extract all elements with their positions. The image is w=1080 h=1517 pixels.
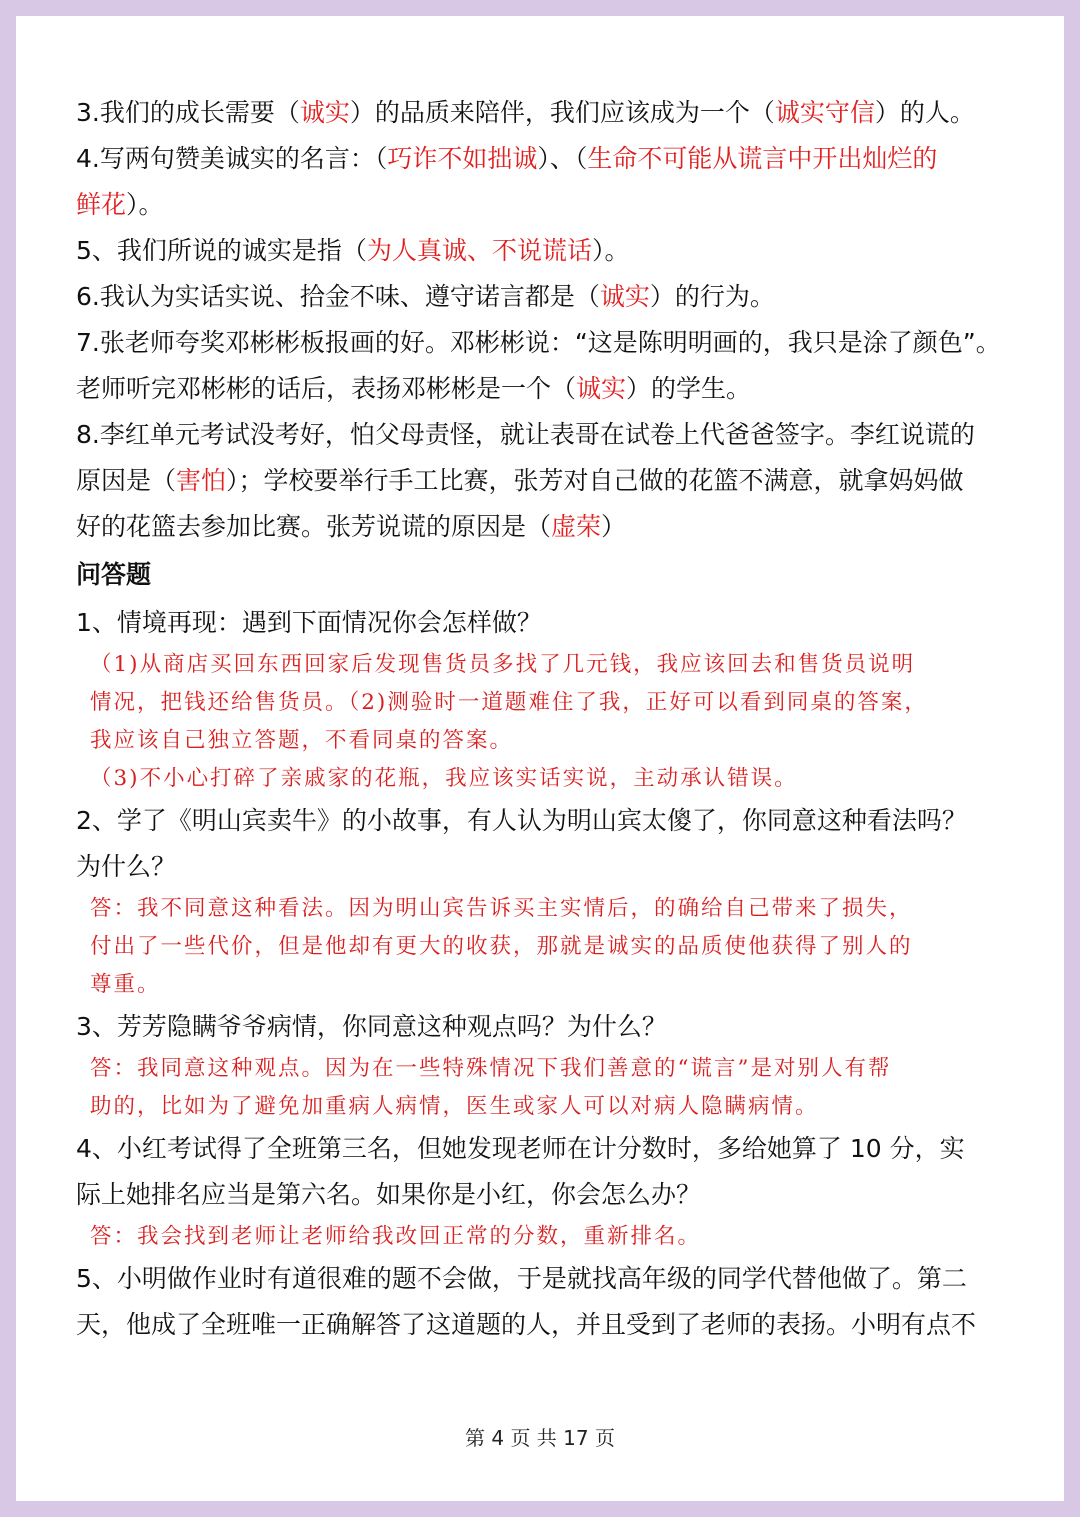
question-3: 3、芳芳隐瞒爷爷病情，你同意这种观点吗？为什么？ — [76, 1012, 667, 1041]
answer-3: 答：我同意这种观点。因为在一些特殊情况下我们善意的“谎言”是对别人有帮 助的，比如为了避免加重病人病情，医生或家人可以对病人隐瞒病情。 — [90, 1056, 892, 1119]
answer-2: 答：我不同意这种看法。因为明山宾告诉买主实情后，的确给自己带来了损失， 付出了一些代价，但是他却有更大的收获，那就是诚实的品质使他获得了别人的 尊重。 — [90, 896, 913, 997]
answer-4: 答：我会找到老师让老师给我改回正常的分数，重新排名。 — [90, 1224, 702, 1249]
question-5: 5、小明做作业时有道很难的题不会做，于是就找高年级的同学代替他做了。第二 天，他成了全班唯一正确解答了这道题的人，并且受到了老师的表扬。小明有点不 — [76, 1264, 977, 1339]
question-4: 4、小红考试得了全班第三名，但她发现老师在计分数时，多给她算了 10 分，实 际上她排名应当是第六名。如果你是小红，你会怎么办？ — [76, 1134, 965, 1209]
answer-1: （1)从商店买回东西回家后发现售货员多找了几元钱，我应该回去和售货员说明 情况，把钱还给售货员。（2)测验时一道题难住了我，正好可以看到同桌的答案， 我应该自己独立答题，不看同桌的答案。 （3)不小心打碎了亲戚家的花瓶，我应该实话实说，主动承认错误。 — [90, 652, 928, 791]
item-5: 5、我们所说的诚实是指（为人真诚、不说谎话）。 — [76, 236, 630, 265]
item-8: 8.李红单元考试没考好，怕父母责怪，就让表哥在试卷上代爸爸签字。李红说谎的 原因是（害怕）；学校要举行手工比赛，张芳对自己做的花篮不满意，就拿妈妈做 好的花篮去参加比赛。张芳说谎的原因是（虚荣） — [76, 420, 975, 541]
document-page — [16, 16, 1064, 1501]
page-content — [76, 90, 1026, 1348]
item-7: 7.张老师夸奖邓彬彬板报画的好。邓彬彬说：“这是陈明明画的，我只是涂了颜色”。 老师听完邓彬彬的话后，表扬邓彬彬是一个（诚实）的学生。 — [76, 328, 1001, 403]
item-6: 6.我认为实话实说、拾金不味、遵守诺言都是（诚实）的行为。 — [76, 282, 775, 311]
question-2: 2、学了《明山宾卖牛》的小故事，有人认为明山宾太傻了，你同意这种看法吗？ 为什么？ — [76, 806, 967, 881]
item-4: 4.写两句赞美诚实的名言：（巧诈不如拙诚）、（生命不可能从谎言中开出灿烂的 鲜花）。 — [76, 144, 938, 219]
section-title: 问答题 — [76, 560, 152, 589]
item-3: 3.我们的成长需要（诚实）的品质来陪伴，我们应该成为一个（诚实守信）的人。 — [76, 98, 975, 127]
question-1: 1、情境再现：遇到下面情况你会怎样做？ — [76, 608, 542, 637]
page-number: 第 4 页 共 17 页 — [465, 1426, 615, 1450]
